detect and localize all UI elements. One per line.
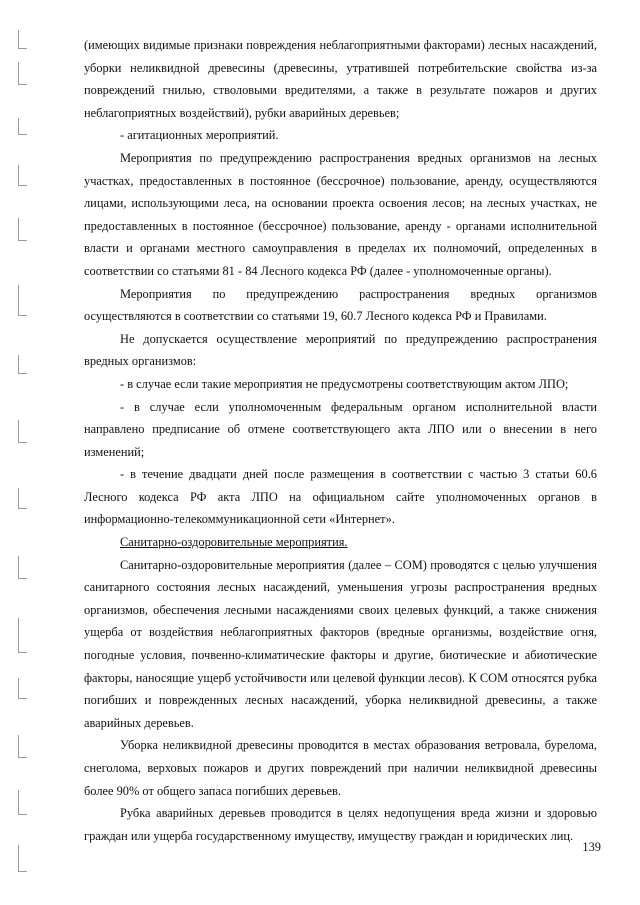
paragraph: Рубка аварийных деревьев проводится в целях недопущения вреда жизни и здоровью граждан или ущерба государственному имуществу, имуществу граждан и юридических лиц. [84,806,597,843]
binding-mark [18,30,27,49]
binding-mark [18,62,27,85]
binding-mark [18,355,27,374]
binding-mark [18,285,27,316]
binding-mark [18,678,27,699]
binding-mark [18,790,27,815]
paragraph: Мероприятия по предупреждению распространения вредных организмов осуществляются в соответствии со статьями 19, 60.7 Лесного кодекса РФ и Правилами. [84,286,597,324]
page-number: 139 [582,840,601,854]
binding-mark [18,618,27,653]
body-text [84,34,597,847]
paragraph: Уборка неликвидной древесины проводится в местах образования ветровала, бурелома, снеголома, верховых пожаров и других повреждений при наличии неликвидной древесины более 90% от общего запаса погибших деревьев. [84,738,597,798]
paragraph: Не допускается осуществление мероприятий по предупреждению распространения вредных организмов: [84,331,597,369]
binding-mark [18,735,27,758]
list-item: - в случае если такие мероприятия не предусмотрены соответствующим актом ЛПО; [120,376,569,391]
binding-mark [18,165,27,186]
paragraph: (имеющих видимые признаки повреждения неблагоприятными факторами) лесных насаждений, уборки неликвидной древесины (древесины, утратившей потребительские свойства из-за повреждений гнилью, стволовыми вредителями, а также в результате пожаров и других неблагоприятных воздействий), рубки аварийных деревьев; [84,38,597,120]
binding-mark [18,420,27,443]
section-heading: Санитарно-оздоровительные мероприятия. [120,535,348,550]
list-item: - в течение двадцати дней после размещения в соответствии с частью 3 статьи 60.6 Лесного кодекса РФ акта ЛПО на официальном сайте уполномоченных органов в информационно-телекоммуникационной сети «Интернет». [84,467,597,527]
binding-marks [0,0,40,905]
list-item: - агитационных мероприятий. [120,128,279,143]
binding-mark [18,556,27,579]
paragraph: Мероприятия по предупреждению распространения вредных организмов на лесных участках, предоставленных в постоянное (бессрочное) пользование, аренду, осуществляются лицами, использующими леса, на основании проекта освоения лесов; на лесных участках, не предоставленных в постоянное (бессрочное) пользование, аренду - органами исполнительной власти и органами местного самоуправления в пределах их полномочий, определенных в соответствии со статьями 81 - 84 Лесного кодекса РФ (далее - уполномоченные органы). [84,150,597,278]
binding-mark [18,488,27,509]
binding-mark [18,218,27,241]
paragraph: Санитарно-оздоровительные мероприятия (далее – СОМ) проводятся с целью улучшения санитарного состояния лесных насаждений, уменьшения угрозы распространения вредных организмов, обеспечения лесными насаждениями своих целевых функций, а также снижения ущерба от воздействия неблагоприятных факторов (вредные организмы, воздействие огня, погодные условия, почвенно-климатические факторы и другие, биотические и абиотические факторы, наносящие ущерб устойчивости или целевой функции лесов). К СОМ относятся рубка погибших и поврежденных лесных насаждений, уборка неликвидной древесины, а также аварийных деревьев. [84,557,597,730]
binding-mark [18,118,27,135]
binding-mark [18,845,27,872]
list-item: - в случае если уполномоченным федеральным органом исполнительной власти направлено предписание об отмене соответствующего акта ЛПО или о внесении в него изменений; [84,399,597,459]
